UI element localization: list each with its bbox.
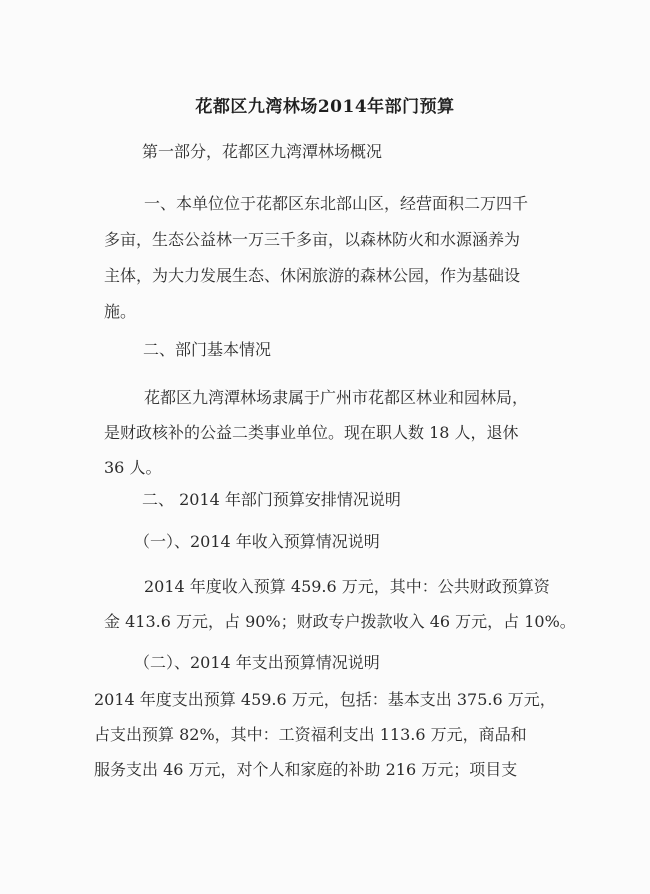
overview-line: 一、本单位位于花都区东北部山区，经营面积二万四千 xyxy=(144,194,529,213)
basic-info-line: 是财政核补的公益二类事业单位。现在职人数 18 人，退休 xyxy=(104,423,519,442)
section3-heading: 二、 2014 年部门预算安排情况说明 xyxy=(142,490,401,509)
expense-line: 占支出预算 82%，其中：工资福利支出 113.6 万元，商品和 xyxy=(94,725,527,744)
expense-line: 2014 年度支出预算 459.6 万元，包括：基本支出 375.6 万元， xyxy=(94,690,556,709)
section2-heading: 二、部门基本情况 xyxy=(143,340,272,359)
income-line: 2014 年度收入预算 459.6 万元，其中：公共财政预算资 xyxy=(144,577,550,596)
income-line: 金 413.6 万元，占 90%；财政专户拨款收入 46 万元，占 10%。 xyxy=(104,612,576,631)
expense-paragraph xyxy=(94,682,556,787)
income-paragraph xyxy=(104,569,576,639)
income-heading: （一）、2014 年收入预算情况说明 xyxy=(134,532,380,551)
basic-info-paragraph xyxy=(104,380,528,485)
overview-line: 主体，为大力发展生态、休闲旅游的森林公园，作为基础设 xyxy=(104,266,521,285)
expense-heading: （二）、2014 年支出预算情况说明 xyxy=(134,653,380,672)
part1-heading: 第一部分，花都区九湾潭林场概况 xyxy=(142,142,383,161)
overview-line: 多亩，生态公益林一万三千多亩，以森林防火和水源涵养为 xyxy=(104,230,521,249)
overview-paragraph xyxy=(104,186,528,330)
document-title: 花都区九湾林场2014年部门预算 xyxy=(195,97,455,117)
basic-info-line: 花都区九湾潭林场隶属于广州市花都区林业和园林局， xyxy=(144,388,529,407)
basic-info-line: 36 人。 xyxy=(104,458,162,477)
expense-line: 服务支出 46 万元，对个人和家庭的补助 216 万元；项目支 xyxy=(94,760,518,779)
overview-line: 施。 xyxy=(104,302,137,321)
